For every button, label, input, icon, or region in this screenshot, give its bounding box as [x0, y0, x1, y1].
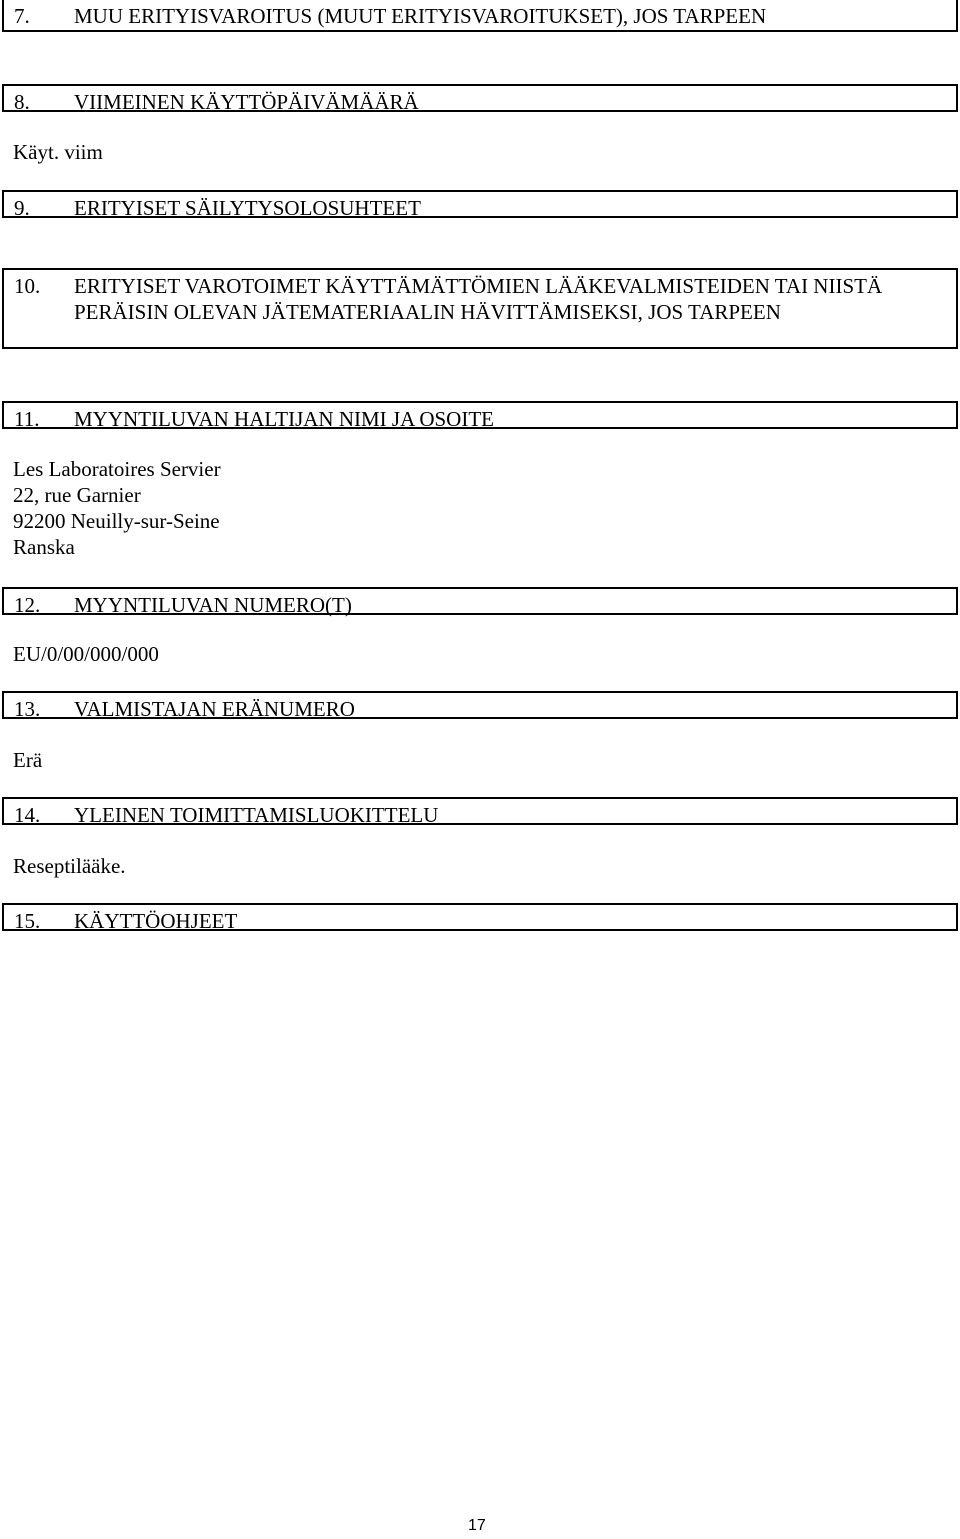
- section-title: ERITYISET SÄILYTYSOLOSUHTEET: [74, 196, 421, 220]
- section-number: 10.: [14, 274, 41, 298]
- section-13-header: [2, 691, 958, 719]
- section-14-header: [2, 797, 958, 825]
- mah-city: 92200 Neuilly-sur-Seine: [13, 509, 220, 533]
- section-title: VALMISTAJAN ERÄNUMERO: [74, 697, 355, 721]
- section-number: 9.: [14, 196, 30, 220]
- section-11-header: [2, 401, 958, 429]
- section-number: 15.: [14, 909, 41, 933]
- section-title: MYYNTILUVAN HALTIJAN NIMI JA OSOITE: [74, 407, 494, 431]
- section-number: 7.: [14, 4, 30, 28]
- section-title: MYYNTILUVAN NUMERO(T): [74, 593, 352, 617]
- section-9-header: [2, 190, 958, 218]
- section-number: 11.: [14, 407, 40, 431]
- expiry-text: Käyt. viim: [13, 140, 103, 164]
- section-8-header: [2, 84, 958, 112]
- classification-text: Reseptilääke.: [13, 854, 126, 878]
- page-number: 17: [468, 1517, 486, 1534]
- mah-street: 22, rue Garnier: [13, 483, 141, 507]
- section-title: ERITYISET VAROTOIMET KÄYTTÄMÄTTÖMIEN LÄÄKEVALMISTEIDEN TAI NIISTÄ PERÄISIN OLEVAN JÄTEMATERIAALIN HÄVITTÄMISEKSI, JOS TARPEEN: [74, 274, 883, 324]
- mah-country: Ranska: [13, 535, 75, 559]
- section-7-header: [2, 0, 958, 32]
- section-number: 13.: [14, 697, 41, 721]
- marketing-authorisation-number: EU/0/00/000/000: [13, 642, 159, 666]
- section-number: 8.: [14, 90, 30, 114]
- batch-text: Erä: [13, 748, 43, 772]
- mah-name: Les Laboratoires Servier: [13, 457, 221, 481]
- section-15-header: [2, 903, 958, 931]
- section-number: 14.: [14, 803, 41, 827]
- section-title: KÄYTTÖOHJEET: [74, 909, 238, 933]
- section-title: YLEINEN TOIMITTAMISLUOKITTELU: [74, 803, 439, 827]
- section-title: VIIMEINEN KÄYTTÖPÄIVÄMÄÄRÄ: [74, 90, 419, 114]
- section-title: MUU ERITYISVAROITUS (MUUT ERITYISVAROITUKSET), JOS TARPEEN: [74, 4, 767, 28]
- section-10-header: [2, 268, 958, 349]
- section-number: 12.: [14, 593, 41, 617]
- section-12-header: [2, 587, 958, 615]
